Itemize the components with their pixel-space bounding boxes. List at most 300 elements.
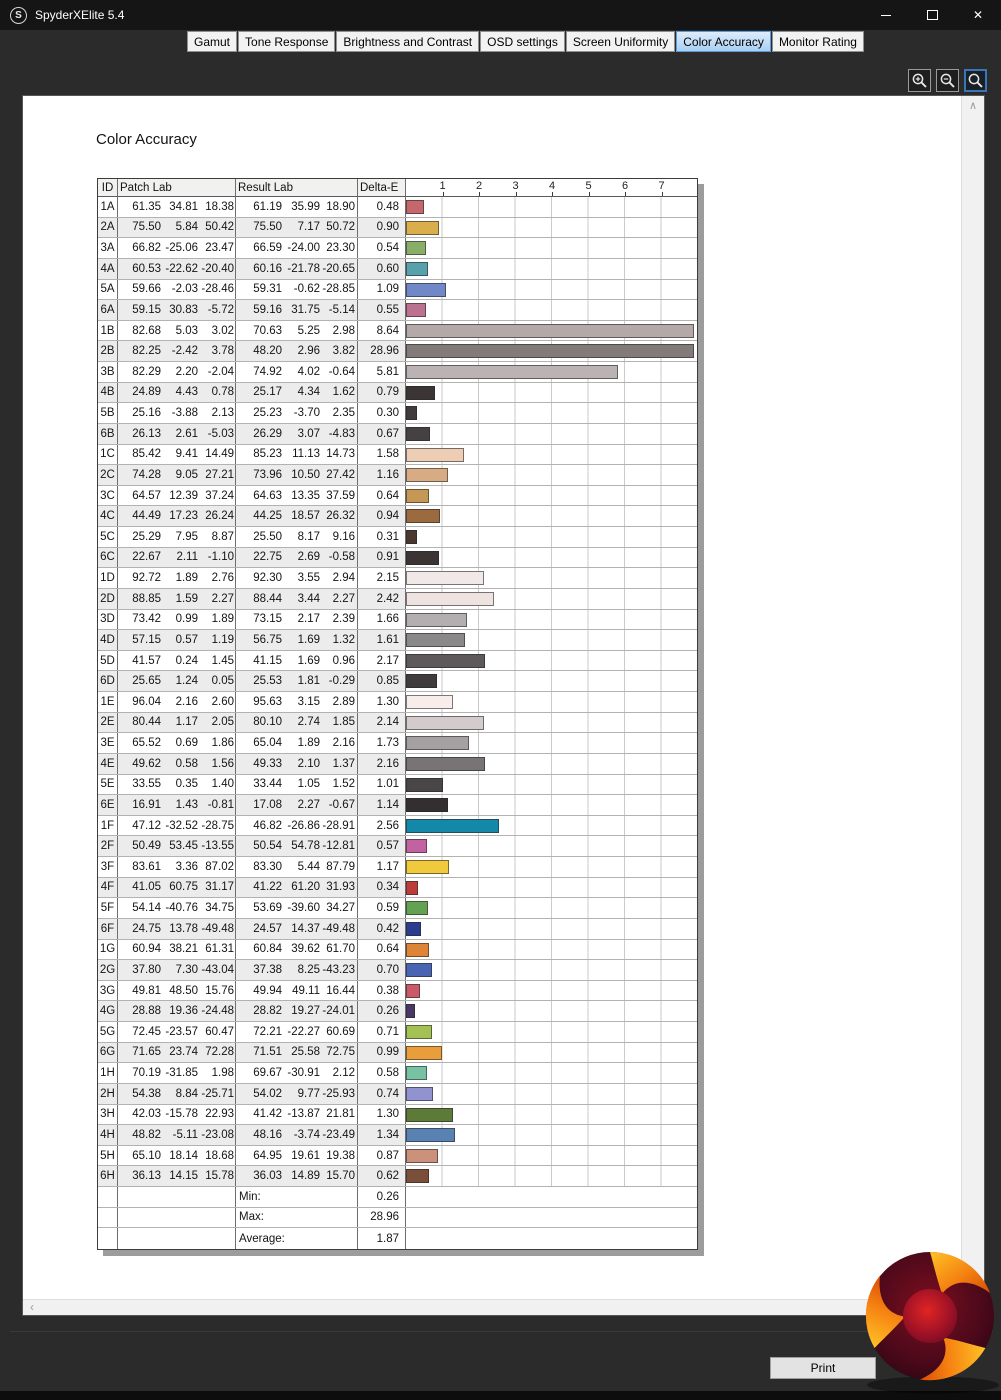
result-lab-values: [236, 651, 358, 671]
table-row: [98, 836, 697, 857]
result-lab-values-1: -13.87: [287, 1108, 320, 1121]
patch-lab-values-0: 25.65: [132, 675, 161, 688]
result-lab-values-1: 39.62: [291, 943, 320, 956]
delta-bar-cell: [406, 445, 697, 465]
patch-lab-values-1: 53.45: [169, 840, 198, 853]
patch-lab-values-2: -20.40: [201, 262, 234, 275]
patch-lab-values-1: 7.95: [175, 530, 198, 543]
delta-bar: [406, 984, 420, 998]
delta-e-value: 28.96: [358, 341, 406, 361]
row-id: 6D: [98, 671, 118, 691]
result-lab-values-2: 2.35: [332, 407, 355, 420]
result-lab-values-1: 25.58: [291, 1046, 320, 1059]
result-lab-values: [236, 527, 358, 547]
summary-empty-patch: [118, 1228, 236, 1249]
patch-lab-values: [118, 589, 236, 609]
patch-lab-values-2: 1.89: [211, 613, 234, 626]
maximize-icon: [927, 10, 938, 20]
result-lab-values-2: 14.73: [326, 448, 355, 461]
patch-lab-values-2: -25.71: [201, 1087, 234, 1100]
result-lab-values-2: 1.85: [332, 716, 355, 729]
table-row: [98, 218, 697, 239]
delta-bar-cell: [406, 795, 697, 815]
patch-lab-values-0: 82.29: [132, 365, 161, 378]
patch-lab-values: [118, 713, 236, 733]
result-lab-values-2: 2.89: [332, 695, 355, 708]
delta-e-value: 2.15: [358, 568, 406, 588]
result-lab-values-2: -12.81: [322, 840, 355, 853]
delta-bar-cell: [406, 465, 697, 485]
result-lab-values-2: 61.70: [326, 943, 355, 956]
result-lab-values-1: 61.20: [291, 881, 320, 894]
patch-lab-values: [118, 1022, 236, 1042]
row-id: 1B: [98, 321, 118, 341]
patch-lab-values-0: 54.14: [132, 902, 161, 915]
row-id: 5F: [98, 898, 118, 918]
result-lab-values-0: 22.75: [253, 551, 282, 564]
zoom-out-button[interactable]: [936, 69, 959, 92]
result-lab-values-0: 41.22: [253, 881, 282, 894]
result-lab-values: [236, 486, 358, 506]
patch-lab-values-1: 19.36: [169, 1005, 198, 1018]
delta-bar-cell: [406, 1063, 697, 1083]
patch-lab-values-2: 0.05: [211, 675, 234, 688]
result-lab-values: [236, 403, 358, 423]
result-lab-values-0: 36.03: [253, 1170, 282, 1183]
summary-label: Average:: [236, 1228, 358, 1249]
patch-lab-values-1: 1.17: [175, 716, 198, 729]
patch-lab-values-1: 2.61: [175, 427, 198, 440]
delta-e-value: 1.30: [358, 692, 406, 712]
result-lab-values-1: -3.74: [293, 1128, 320, 1141]
result-lab-values-2: 21.81: [326, 1108, 355, 1121]
result-lab-values: [236, 589, 358, 609]
zoom-in-button[interactable]: [908, 69, 931, 92]
table-row: [98, 465, 697, 486]
delta-bar: [406, 757, 485, 771]
patch-lab-values-0: 59.66: [132, 283, 161, 296]
spyder-logo: [855, 1243, 1001, 1395]
patch-lab-values-2: -28.46: [201, 283, 234, 296]
delta-bar-cell: [406, 940, 697, 960]
result-lab-values-1: -22.27: [287, 1025, 320, 1038]
axis-tick-label: 7: [658, 180, 665, 192]
result-lab-values-0: 54.02: [253, 1087, 282, 1100]
delta-bar: [406, 344, 694, 358]
row-id: 6C: [98, 548, 118, 568]
result-lab-values: [236, 610, 358, 630]
vertical-scrollbar[interactable]: [961, 96, 984, 1300]
axis-tick-mark: [589, 192, 590, 196]
summary-row: [98, 1208, 697, 1229]
table-row: [98, 671, 697, 692]
row-id: 4H: [98, 1125, 118, 1145]
delta-bar-cell: [406, 1022, 697, 1042]
result-lab-values-1: 4.34: [297, 386, 320, 399]
patch-lab-values-0: 48.82: [132, 1128, 161, 1141]
patch-lab-values-2: 1.98: [211, 1067, 234, 1080]
result-lab-values: [236, 795, 358, 815]
result-lab-values-0: 25.23: [253, 407, 282, 420]
delta-bar: [406, 1025, 432, 1039]
row-id: 6H: [98, 1166, 118, 1186]
result-lab-values: [236, 836, 358, 856]
result-lab-values-0: 73.96: [253, 468, 282, 481]
result-lab-values-0: 71.51: [253, 1046, 282, 1059]
patch-lab-values: [118, 1043, 236, 1063]
result-lab-values-0: 64.63: [253, 489, 282, 502]
result-lab-values-0: 25.53: [253, 675, 282, 688]
row-id: 2E: [98, 713, 118, 733]
delta-bar: [406, 654, 485, 668]
delta-bar-cell: [406, 671, 697, 691]
table-row: [98, 878, 697, 899]
delta-bar-cell: [406, 1105, 697, 1125]
patch-lab-values: [118, 754, 236, 774]
result-lab-values-1: 35.99: [291, 200, 320, 213]
patch-lab-values-0: 44.49: [132, 510, 161, 523]
delta-bar-cell: [406, 878, 697, 898]
patch-lab-values-1: -25.06: [165, 242, 198, 255]
result-lab-values-0: 61.19: [253, 200, 282, 213]
patch-lab-values-1: 3.36: [175, 860, 198, 873]
result-lab-values-0: 25.50: [253, 530, 282, 543]
table-row: [98, 197, 697, 218]
delta-bar: [406, 489, 429, 503]
patch-lab-values-2: 34.75: [205, 902, 234, 915]
delta-bar-cell: [406, 836, 697, 856]
row-id: 5B: [98, 403, 118, 423]
result-lab-values: [236, 259, 358, 279]
table-row: [98, 527, 697, 548]
table-row: [98, 1022, 697, 1043]
row-id: 5G: [98, 1022, 118, 1042]
zoom-out-icon: [939, 72, 956, 89]
patch-lab-values: [118, 878, 236, 898]
patch-lab-values-1: -2.42: [171, 345, 198, 358]
patch-lab-values-0: 85.42: [132, 448, 161, 461]
patch-lab-values: [118, 548, 236, 568]
delta-bar: [406, 551, 439, 565]
result-lab-values-2: 27.42: [326, 468, 355, 481]
result-lab-values-0: 53.69: [253, 902, 282, 915]
result-lab-values-1: 13.35: [291, 489, 320, 502]
patch-lab-values: [118, 465, 236, 485]
scroll-left-icon[interactable]: ‹: [30, 1300, 34, 1314]
result-lab-values: [236, 1043, 358, 1063]
axis-tick-mark: [516, 192, 517, 196]
zoom-select-button[interactable]: [964, 69, 987, 92]
delta-bar: [406, 1169, 429, 1183]
result-lab-values-1: 10.50: [291, 468, 320, 481]
patch-lab-values-2: 87.02: [205, 860, 234, 873]
patch-lab-values-2: -24.48: [201, 1005, 234, 1018]
patch-lab-values-2: -43.04: [201, 963, 234, 976]
tab-brightness-and-contrast[interactable]: Brightness and Contrast: [336, 31, 479, 52]
tab-monitor-rating[interactable]: Monitor Rating: [772, 31, 864, 52]
table-row: [98, 486, 697, 507]
patch-lab-values: [118, 259, 236, 279]
row-id: 1H: [98, 1063, 118, 1083]
delta-e-value: 1.34: [358, 1125, 406, 1145]
result-lab-values-1: 8.25: [297, 963, 320, 976]
patch-lab-values-0: 83.61: [132, 860, 161, 873]
patch-lab-values-2: 15.76: [205, 984, 234, 997]
table-row: [98, 280, 697, 301]
patch-lab-values-1: 0.58: [175, 757, 198, 770]
patch-lab-values-1: 1.89: [175, 572, 198, 585]
summary-label: Min:: [236, 1187, 358, 1207]
summary-row: [98, 1187, 697, 1208]
patch-lab-values-2: 61.31: [205, 943, 234, 956]
delta-e-value: 0.30: [358, 403, 406, 423]
delta-bar: [406, 386, 435, 400]
patch-lab-values: [118, 1166, 236, 1186]
maximize-button[interactable]: [909, 0, 955, 30]
summary-chart-empty: [406, 1228, 697, 1249]
patch-lab-values-2: 8.87: [211, 530, 234, 543]
row-id: 3A: [98, 238, 118, 258]
table-row: [98, 692, 697, 713]
delta-bar-cell: [406, 527, 697, 547]
zoom-toolbar: [908, 69, 987, 92]
table-row: [98, 1084, 697, 1105]
delta-bar: [406, 262, 428, 276]
minimize-button[interactable]: [863, 0, 909, 30]
result-lab-values-1: 2.27: [297, 798, 320, 811]
result-lab-values-1: 1.69: [297, 633, 320, 646]
delta-bar-cell: [406, 486, 697, 506]
header-patch-lab: Patch Lab: [118, 179, 236, 196]
row-id: 2F: [98, 836, 118, 856]
table-row: [98, 362, 697, 383]
result-lab-values-1: 1.81: [297, 675, 320, 688]
patch-lab-values: [118, 280, 236, 300]
table-row: [98, 713, 697, 734]
delta-bar: [406, 448, 464, 462]
horizontal-scrollbar[interactable]: [23, 1299, 984, 1315]
result-lab-values: [236, 775, 358, 795]
patch-lab-values-0: 80.44: [132, 716, 161, 729]
row-id: 4E: [98, 754, 118, 774]
patch-lab-values-2: -0.81: [207, 798, 234, 811]
result-lab-values-1: 19.61: [291, 1149, 320, 1162]
patch-lab-values: [118, 218, 236, 238]
tab-color-accuracy[interactable]: Color Accuracy: [676, 31, 771, 52]
table-header-row: [98, 179, 697, 197]
row-id: 5E: [98, 775, 118, 795]
patch-lab-values: [118, 1146, 236, 1166]
patch-lab-values: [118, 651, 236, 671]
patch-lab-values: [118, 486, 236, 506]
result-lab-values: [236, 1125, 358, 1145]
patch-lab-values: [118, 940, 236, 960]
table-row: [98, 816, 697, 837]
delta-bar: [406, 778, 443, 792]
result-lab-values-2: 1.32: [332, 633, 355, 646]
result-lab-values-2: 18.90: [326, 200, 355, 213]
delta-e-value: 0.94: [358, 506, 406, 526]
delta-e-value: 0.26: [358, 1001, 406, 1021]
patch-lab-values-2: 2.05: [211, 716, 234, 729]
patch-lab-values: [118, 898, 236, 918]
row-id: 6F: [98, 919, 118, 939]
delta-bar: [406, 716, 484, 730]
delta-bar: [406, 695, 453, 709]
table-row: [98, 775, 697, 796]
result-lab-values: [236, 568, 358, 588]
table-body: [98, 197, 697, 1249]
patch-lab-values-0: 50.49: [132, 840, 161, 853]
table-row: [98, 960, 697, 981]
patch-lab-values-1: -32.52: [165, 819, 198, 832]
delta-e-value: 2.42: [358, 589, 406, 609]
result-lab-values-2: 19.38: [326, 1149, 355, 1162]
patch-lab-values-0: 54.38: [132, 1087, 161, 1100]
table-row: [98, 1063, 697, 1084]
patch-lab-values-0: 28.88: [132, 1005, 161, 1018]
patch-lab-values: [118, 1063, 236, 1083]
delta-bar-cell: [406, 775, 697, 795]
patch-lab-values-0: 64.57: [132, 489, 161, 502]
result-lab-values-0: 64.95: [253, 1149, 282, 1162]
result-lab-values-2: -25.93: [322, 1087, 355, 1100]
table-row: [98, 857, 697, 878]
patch-lab-values-1: 0.24: [175, 654, 198, 667]
patch-lab-values-0: 60.53: [132, 262, 161, 275]
tab-screen-uniformity[interactable]: Screen Uniformity: [566, 31, 675, 52]
delta-e-value: 0.74: [358, 1084, 406, 1104]
delta-e-value: 1.17: [358, 857, 406, 877]
patch-lab-values-0: 74.28: [132, 468, 161, 481]
patch-lab-values-0: 73.42: [132, 613, 161, 626]
patch-lab-values: [118, 506, 236, 526]
patch-lab-values-2: 60.47: [205, 1025, 234, 1038]
delta-e-value: 2.17: [358, 651, 406, 671]
delta-bar-cell: [406, 1146, 697, 1166]
result-lab-values-0: 80.10: [253, 716, 282, 729]
delta-e-value: 1.58: [358, 445, 406, 465]
row-id: 2H: [98, 1084, 118, 1104]
row-id: 3B: [98, 362, 118, 382]
result-lab-values-2: 1.52: [332, 778, 355, 791]
patch-lab-values-1: 1.24: [175, 675, 198, 688]
tab-osd-settings[interactable]: OSD settings: [480, 31, 565, 52]
row-id: 4F: [98, 878, 118, 898]
result-lab-values: [236, 321, 358, 341]
result-lab-values: [236, 940, 358, 960]
delta-bar: [406, 283, 446, 297]
delta-bar-cell: [406, 733, 697, 753]
result-lab-values-0: 41.15: [253, 654, 282, 667]
result-lab-values: [236, 1022, 358, 1042]
patch-lab-values-1: 5.84: [175, 221, 198, 234]
patch-lab-values: [118, 403, 236, 423]
table-row: [98, 1043, 697, 1064]
result-lab-values-0: 59.31: [253, 283, 282, 296]
print-button[interactable]: Print: [770, 1357, 876, 1379]
result-lab-values-0: 48.20: [253, 345, 282, 358]
row-id: 4C: [98, 506, 118, 526]
row-id: 3F: [98, 857, 118, 877]
row-id: 3H: [98, 1105, 118, 1125]
result-lab-values: [236, 218, 358, 238]
patch-lab-values-2: 72.28: [205, 1046, 234, 1059]
result-lab-values-1: 11.13: [292, 448, 320, 461]
patch-lab-values-2: -1.10: [207, 551, 234, 564]
patch-lab-values-0: 49.62: [132, 757, 161, 770]
tab-gamut[interactable]: Gamut: [187, 31, 237, 52]
table-row: [98, 1001, 697, 1022]
result-lab-values-0: 70.63: [253, 324, 282, 337]
row-id: 1D: [98, 568, 118, 588]
delta-bar-cell: [406, 197, 697, 217]
result-lab-values: [236, 919, 358, 939]
result-lab-values-1: 54.78: [291, 840, 320, 853]
patch-lab-values-1: 5.03: [175, 324, 198, 337]
delta-e-value: 0.62: [358, 1166, 406, 1186]
header-axis: [406, 179, 697, 196]
delta-bar-cell: [406, 506, 697, 526]
magnifier-icon: [967, 72, 984, 89]
row-id: 4A: [98, 259, 118, 279]
delta-bar-cell: [406, 630, 697, 650]
axis-tick-label: 2: [475, 180, 483, 192]
result-lab-values-0: 28.82: [253, 1005, 282, 1018]
header-id: ID: [98, 179, 118, 196]
patch-lab-values-0: 66.82: [132, 242, 161, 255]
result-lab-values-1: 4.02: [297, 365, 320, 378]
patch-lab-values-1: -3.88: [171, 407, 198, 420]
tab-tone-response[interactable]: Tone Response: [238, 31, 335, 52]
axis-tick-label: 3: [512, 180, 519, 192]
close-button[interactable]: [955, 0, 1001, 30]
patch-lab-values-0: 57.15: [132, 633, 161, 646]
summary-value: 28.96: [358, 1208, 406, 1228]
table-row: [98, 589, 697, 610]
row-id: 2G: [98, 960, 118, 980]
scroll-up-icon[interactable]: ∧: [968, 100, 978, 112]
delta-e-value: 1.30: [358, 1105, 406, 1125]
result-lab-values-2: 1.37: [332, 757, 355, 770]
delta-bar: [406, 963, 432, 977]
table-row: [98, 568, 697, 589]
patch-lab-values-2: -13.55: [201, 840, 234, 853]
delta-bar: [406, 1066, 427, 1080]
patch-lab-values: [118, 568, 236, 588]
patch-lab-values-2: 1.56: [211, 757, 234, 770]
patch-lab-values-0: 71.65: [132, 1046, 161, 1059]
spyder-swirl-icon: [855, 1243, 1001, 1395]
delta-e-value: 0.70: [358, 960, 406, 980]
table-row: [98, 321, 697, 342]
result-lab-values-1: 31.75: [291, 303, 320, 316]
result-lab-values-2: -0.64: [328, 365, 355, 378]
delta-bar-cell: [406, 259, 697, 279]
delta-bar: [406, 736, 469, 750]
patch-lab-values-1: 23.74: [169, 1046, 198, 1059]
delta-bar: [406, 922, 421, 936]
patch-lab-values: [118, 300, 236, 320]
result-lab-values-0: 24.57: [253, 922, 282, 935]
row-id: 1G: [98, 940, 118, 960]
patch-lab-values-0: 92.72: [132, 572, 161, 585]
patch-lab-values-2: 0.78: [211, 386, 234, 399]
table-row: [98, 754, 697, 775]
result-lab-values-1: 5.25: [297, 324, 320, 337]
row-id: 6E: [98, 795, 118, 815]
patch-lab-values-2: -28.75: [201, 819, 234, 832]
